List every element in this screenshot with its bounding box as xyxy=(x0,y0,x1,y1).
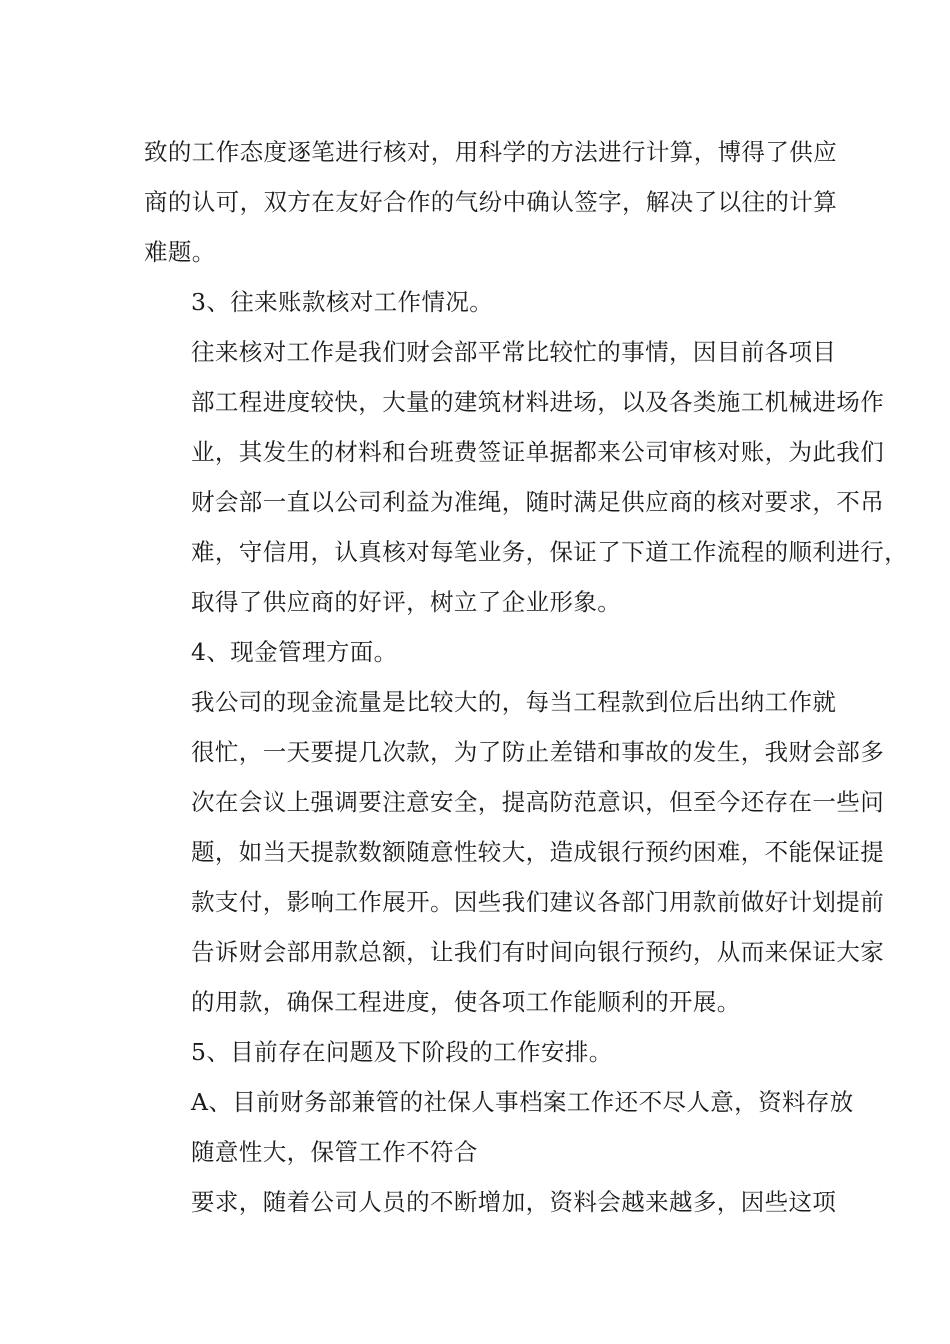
paragraph xyxy=(144,1027,824,1077)
text-line: 我公司的现金流量是比较大的，每当工程款到位后出纳工作就 xyxy=(191,688,837,716)
text-line: 5、目前存在问题及下阶段的工作安排。 xyxy=(191,1038,613,1066)
paragraph xyxy=(144,627,824,677)
text-line: 题，如当天提款数额随意性较大，造成银行预约困难，不能保证提 xyxy=(191,838,885,866)
text-line: 部工程进度较快，大量的建筑材料进场，以及各类施工机械进场作 xyxy=(191,388,885,416)
text-line: 取得了供应商的好评，树立了企业形象。 xyxy=(191,588,622,616)
paragraph xyxy=(144,1077,854,1177)
text-line: 款支付，影响工作展开。因些我们建议各部门用款前做好计划提前 xyxy=(191,888,885,916)
text-line: 很忙，一天要提几次款，为了防止差错和事故的发生，我财会部多 xyxy=(191,738,885,766)
text-line: 往来核对工作是我们财会部平常比较忙的事情，因目前各项目 xyxy=(191,338,837,366)
text-line: A、目前财务部兼管的社保人事档案工作还不尽人意，资料存放 xyxy=(191,1088,854,1116)
paragraph xyxy=(144,277,824,327)
text-line: 业，其发生的材料和台班费签证单据都来公司审核对账，为此我们 xyxy=(191,438,885,466)
text-line: 告诉财会部用款总额，让我们有时间向银行预约，从而来保证大家 xyxy=(191,938,885,966)
paragraph xyxy=(144,1177,837,1227)
paragraph xyxy=(144,677,885,1027)
text-line: 的用款，确保工程进度，使各项工作能顺利的开展。 xyxy=(191,988,741,1016)
text-line: 随意性大，保管工作不符合 xyxy=(191,1138,478,1166)
text-line: 财会部一直以公司利益为准绳，随时满足供应商的核对要求，不吊 xyxy=(191,488,885,516)
paragraph xyxy=(144,327,908,627)
text-line: 难题。 xyxy=(144,238,216,266)
text-line: 次在会议上强调要注意安全，提高防范意识，但至今还存在一些问 xyxy=(191,788,885,816)
text-line: 难，守信用，认真核对每笔业务，保证了下道工作流程的顺利进行， xyxy=(191,538,908,566)
text-line: 要求，随着公司人员的不断增加，资料会越来越多，因些这项 xyxy=(191,1188,837,1216)
text-line: 4、现金管理方面。 xyxy=(191,638,398,666)
text-line: 致的工作态度逐笔进行核对，用科学的方法进行计算，博得了供应 xyxy=(144,138,838,166)
paragraph xyxy=(144,127,838,277)
document-body xyxy=(144,127,908,1227)
text-line: 3、往来账款核对工作情况。 xyxy=(191,288,494,316)
text-line: 商的认可，双方在友好合作的气纷中确认签字，解决了以往的计算 xyxy=(144,188,838,216)
